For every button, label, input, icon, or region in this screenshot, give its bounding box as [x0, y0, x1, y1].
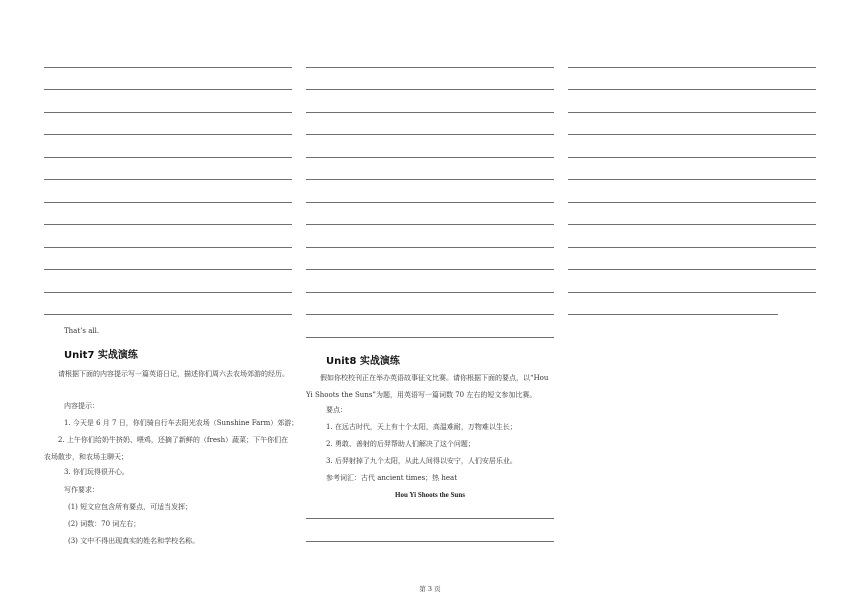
answer-line: [568, 269, 816, 270]
answer-line: [306, 202, 554, 203]
answer-line: [568, 224, 816, 225]
unit7-req-1: (1) 短文应包含所有要点，可适当发挥；: [68, 503, 193, 511]
answer-line: [306, 269, 554, 270]
answer-line: [44, 269, 292, 270]
answer-line: [306, 112, 554, 113]
unit7-hint-1: 1. 今天是 6 月 7 日，你们骑自行车去阳光农场（Sunshine Farm）郊游；: [64, 419, 299, 427]
answer-line: [568, 134, 816, 135]
answer-line: [44, 202, 292, 203]
answer-line: [568, 247, 816, 248]
answer-line: [306, 518, 554, 519]
unit7-title: Unit7 实战演练: [64, 350, 138, 361]
unit7-req-2: (2) 词数：70 词左右；: [68, 520, 141, 528]
answer-line-short: [568, 314, 778, 315]
answer-line: [44, 247, 292, 248]
answer-line: [306, 157, 554, 158]
unit8-point-1: 1. 在远古时代，天上有十个太阳，高温难耐，万物难以生长；: [326, 423, 517, 431]
unit8-point-2: 2. 勇敢、善射的后羿帮助人们解决了这个问题；: [326, 440, 475, 448]
unit7-intro: 请根据下面的内容提示写一篇英语日记，描述你们周六去农场郊游的经历。: [58, 370, 289, 378]
answer-line: [306, 224, 554, 225]
unit8-point-3: 3. 后羿射掉了九个太阳，从此人间得以安宁，人们安居乐业。: [326, 457, 517, 465]
answer-line: [44, 224, 292, 225]
answer-line: [44, 157, 292, 158]
column-right: [568, 0, 816, 580]
answer-line: [306, 67, 554, 68]
answer-line: [306, 179, 554, 180]
answer-line: [568, 292, 816, 293]
closing-text: That’s all.: [64, 327, 100, 335]
column-left: [44, 0, 299, 580]
answer-line: [44, 179, 292, 180]
answer-line: [44, 67, 292, 68]
unit7-req-label: 写作要求：: [64, 486, 99, 494]
answer-line: [306, 134, 554, 135]
answer-line: [44, 292, 292, 293]
answer-line: [568, 112, 816, 113]
page-number: 第 3 页: [419, 585, 441, 593]
answer-line: [568, 202, 816, 203]
answer-line: [44, 314, 292, 315]
column-middle: [306, 0, 554, 580]
answer-line: [306, 89, 554, 90]
unit8-points-label: 要点：: [326, 406, 347, 414]
unit7-req-3: (3) 文中不得出现真实的姓名和学校名称。: [68, 537, 200, 545]
answer-line: [44, 112, 292, 113]
answer-line: [306, 337, 554, 338]
answer-line: [306, 314, 554, 315]
essay-title: Hou Yi Shoots the Suns: [395, 491, 465, 499]
unit7-hint-label: 内容提示：: [64, 402, 99, 410]
unit8-vocab: 参考词汇：古代 ancient times；热 heat: [326, 474, 458, 482]
answer-line: [306, 541, 554, 542]
answer-line: [306, 247, 554, 248]
answer-line: [306, 292, 554, 293]
unit7-hint-3: 3. 你们玩得很开心。: [64, 468, 129, 476]
answer-line: [568, 157, 816, 158]
unit8-intro: 假如你校校刊正在举办英语故事征文比赛。请你根据下面的要点，以“Hou Yi Shoots the Suns”为题，用英语写一篇词数 70 左右的短文参加比赛。: [306, 374, 549, 399]
unit8-title: Unit8 实战演练: [326, 356, 400, 367]
answer-line: [568, 179, 816, 180]
unit7-hint-2: 2. 上午你们给奶牛挤奶、喂鸡，还摘了新鲜的（fresh）蔬菜；下午你们在农场散步，和农场主聊天；: [44, 436, 289, 461]
answer-line: [568, 67, 816, 68]
answer-line: [44, 89, 292, 90]
answer-line: [568, 89, 816, 90]
answer-line: [44, 134, 292, 135]
